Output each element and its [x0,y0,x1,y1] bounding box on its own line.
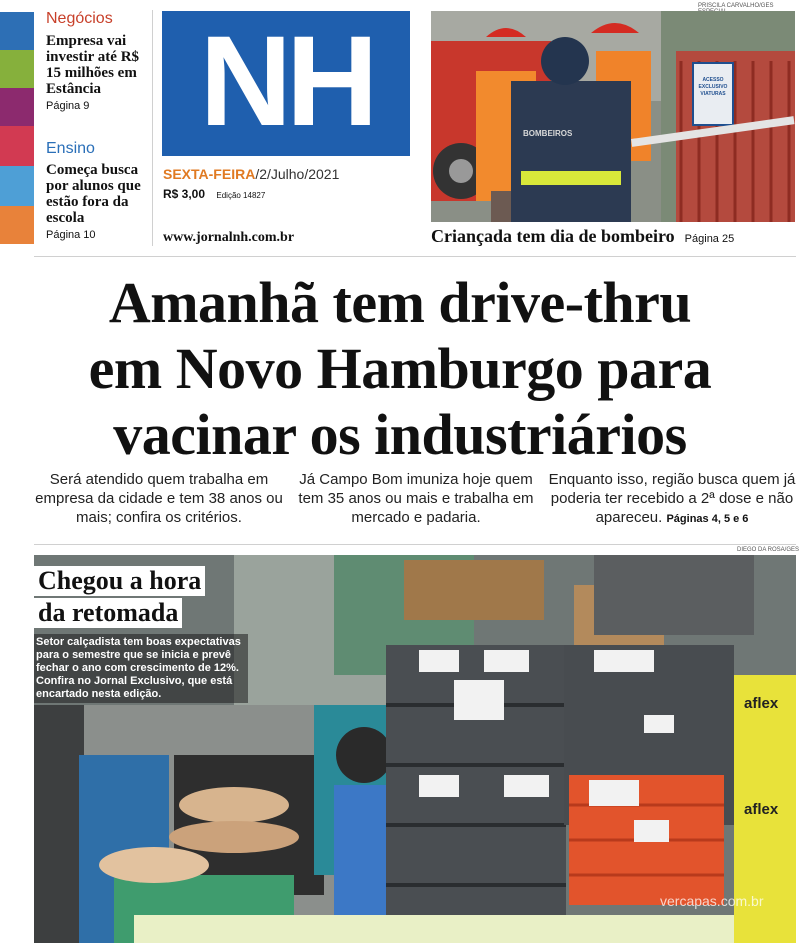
top-story-caption[interactable] [431,226,797,247]
masthead-price-row [163,187,265,201]
deck-divider [34,544,796,545]
teaser-ensino[interactable] [46,140,146,241]
color-strip-1 [0,12,34,50]
deck-1 [34,470,284,527]
feature-body: Setor calçadista tem boas expectativas para o semestre que se inicia e prevê fechar o ano com crescimento de 12%. Confira no Jornal Exclusivo, que está encartado nesta edição. [34,634,248,703]
headline-line-1: Amanhã tem drive-thru [108,270,692,335]
main-headline[interactable] [20,270,780,468]
watermark: vercapas.com.br [660,893,764,909]
teaser-title: Começa busca por alunos que estão fora da escola [46,162,141,226]
color-strip-5 [0,166,34,206]
teaser-section-label: Ensino [46,140,95,157]
date: /2/Julho/2021 [255,166,340,182]
deck-page: Páginas 4, 5 e 6 [666,513,749,525]
feature-credit: DIEGO DA ROSA/GES [737,547,800,553]
deck-text: Será atendido quem trabalha em empresa da cidade e tem 38 anos ou mais; confira os critérios. [35,471,283,526]
teaser-title: Empresa vai investir até R$ 15 milhões em Estância [46,33,140,97]
teaser-negocios[interactable] [46,10,146,112]
sign-text: ACESSO EXCLUSIVO VIATURAS [698,77,728,97]
edition: Edição 14827 [216,191,266,200]
box-label: aflex [744,695,779,712]
photo-credit: PRISCILA CARVALHO/GES [698,3,774,9]
caption-page: Página 25 [684,233,735,245]
masthead-divider [34,256,796,257]
firefighter-photo [431,11,795,222]
masthead-date [163,166,339,182]
color-strip-2 [0,50,34,88]
color-strip-6 [0,206,34,244]
color-strip-4 [0,126,34,166]
teaser-page: Página 9 [46,100,90,112]
feature-title-box-2 [34,598,182,628]
color-strip-3 [0,88,34,126]
logo-text: NH [199,10,373,153]
box-label: aflex [744,801,779,818]
feature-title-box-1 [34,566,205,596]
column-divider [152,10,153,246]
jacket-text: BOMBEIROS [523,129,573,138]
weekday: SEXTA-FEIRA [163,166,256,182]
deck-2 [294,470,538,527]
headline-line-2: em Novo Hamburgo para [88,336,712,401]
deck-text: Já Campo Bom imuniza hoje quem tem 35 anos ou mais e trabalha em mercado e padaria. [298,471,534,526]
price: R$ 3,00 [163,187,206,201]
teaser-section-label: Negócios [46,10,113,27]
firefighter-photo-art [431,11,795,222]
deck-3 [548,470,796,529]
website-link[interactable]: www.jornalnh.com.br [163,230,295,245]
headline-line-3: vacinar os industriários [113,402,687,467]
feature-title-line-2: da retomada [38,598,179,627]
feature-title-line-1: Chegou a hora [38,566,202,595]
teaser-page: Página 10 [46,229,96,241]
caption-title: Criançada tem dia de bombeiro [431,226,675,246]
nh-logo [162,11,410,156]
deck-text: Enquanto isso, região busca quem já poderia ter recebido a 2ª dose e não apareceu. [548,471,796,526]
